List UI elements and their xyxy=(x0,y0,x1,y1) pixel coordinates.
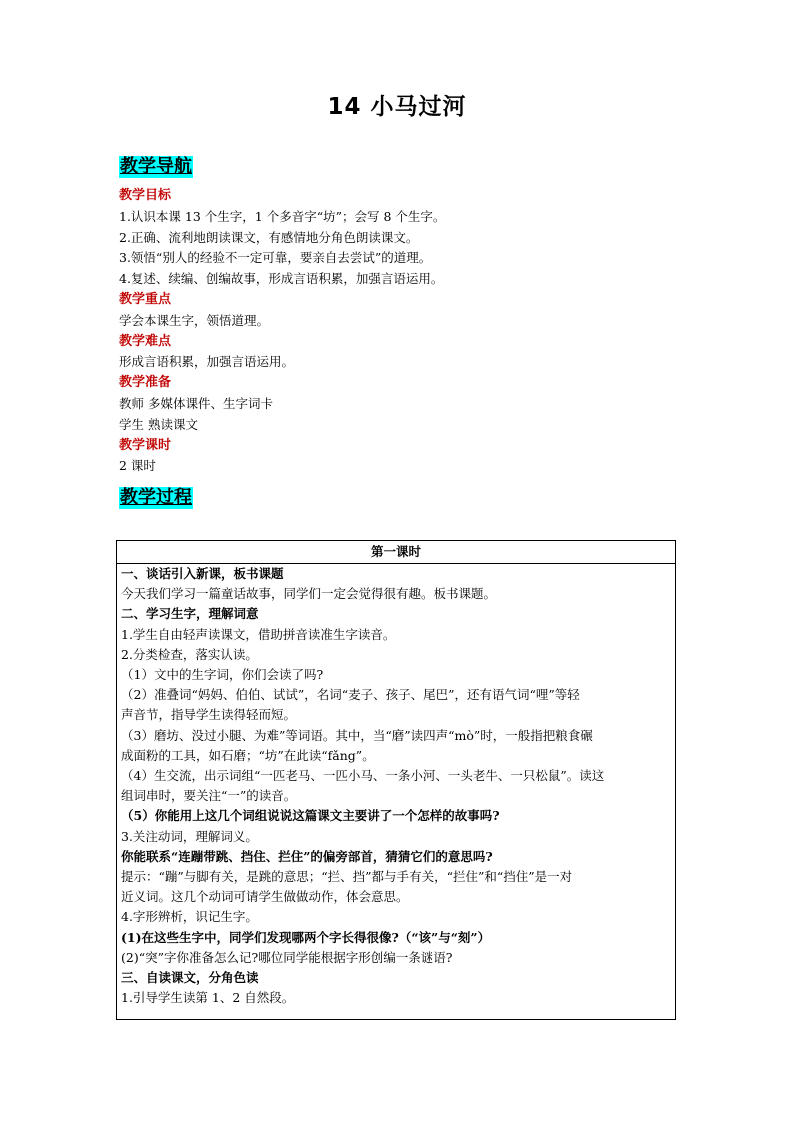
teaching-navigation-banner: 教学导航 xyxy=(120,156,192,177)
table-row-text: 4.字形辨析，识记生字。 xyxy=(121,909,258,925)
table-row-text: 1.引导学生读第 1、2 自然段。 xyxy=(121,990,295,1006)
table-section-heading: 二、学习生字，理解词意 xyxy=(121,606,259,622)
table-row-text: 成面粉的工具，如石磨；“坊”在此读“fǎng”。 xyxy=(121,747,375,763)
teaching-navigation-section xyxy=(119,186,679,477)
section-line: 学会本课生字，领悟道理。 xyxy=(119,312,270,328)
table-row-text: （1）文中的生字词，你们会读了吗? xyxy=(121,667,324,683)
table-row-text: (1)在这些生字中，同学们发现哪两个字长得很像?（“该”与“刻”） xyxy=(121,929,491,945)
table-row-text: 3.关注动词，理解词义。 xyxy=(121,828,258,844)
lesson-plan-table xyxy=(116,540,676,1020)
table-row-text: （2）准叠词“妈妈、伯伯、试试”，名词“麦子、孩子、尾巴”，还有语气词“哩”等轻 xyxy=(121,687,580,703)
table-row-text: 你能联系“连蹦带跳、挡住、拦住”的偏旁部首，猜猜它们的意思吗? xyxy=(121,848,493,864)
section-line: 2.正确、流利地朗读课文，有感情地分角色朗读课文。 xyxy=(119,229,419,245)
section-line: 4.复述、续编、创编故事，形成言语积累，加强言语运用。 xyxy=(119,271,444,287)
table-section-heading: 一、谈话引入新课，板书课题 xyxy=(121,566,284,581)
lesson-period-title: 第一课时 xyxy=(370,544,421,559)
section-heading: 教学目标 xyxy=(119,188,172,203)
table-row-text: 组词串时，要关注“一”的读音。 xyxy=(121,788,297,804)
table-row-text: 近义词。这几个动词可请学生做做动作，体会意思。 xyxy=(121,889,409,905)
section-line: 1.认识本课 13 个生字，1 个多音字“坊”；会写 8 个生字。 xyxy=(119,208,446,224)
table-row-text: 2.分类检查，落实认读。 xyxy=(121,646,258,662)
table-row-text: （4）生交流，出示词组“一匹老马、一匹小马、一条小河、一头老牛、一只松鼠”。读这 xyxy=(121,768,605,784)
table-row-text: 提示：“蹦”与脚有关，是跳的意思；“拦、挡”都与手有关，“拦住”和“挡住”是一对 xyxy=(121,869,573,885)
section-heading: 教学难点 xyxy=(119,333,172,349)
section-heading: 教学重点 xyxy=(119,291,172,307)
table-row-text: 1.学生自由轻声读课文，借助拼音读准生字读音。 xyxy=(121,626,396,642)
table-row-text: （3）磨坊、没过小腿、为难”等词语。其中，当“磨”读四声“mò”时，一般指把粮食碾 xyxy=(121,727,593,743)
table-row-text: 声音节，指导学生读得轻而短。 xyxy=(121,707,297,723)
table-row-text: 今天我们学习一篇童话故事，同学们一定会觉得很有趣。板书课题。 xyxy=(121,586,497,602)
section-heading: 教学准备 xyxy=(119,375,172,391)
section-line: 2 课时 xyxy=(119,458,156,474)
section-line: 3.领悟“别人的经验不一定可靠，要亲自去尝试”的道理。 xyxy=(119,250,432,266)
section-line: 形成言语积累，加强言语运用。 xyxy=(119,354,295,370)
table-row-text: （5）你能用上这几个词组说说这篇课文主要讲了一个怎样的故事吗? xyxy=(121,808,500,824)
table-row-text: (2)“突”字你准备怎么记?哪位同学能根据字形创编一条谜语? xyxy=(121,949,453,965)
section-line: 学生 熟读课文 xyxy=(119,416,198,432)
page-title: 14 小马过河 xyxy=(327,94,467,120)
section-line: 教师 多媒体课件、生字词卡 xyxy=(119,395,273,411)
table-section-heading: 三、自读课文，分角色读 xyxy=(121,970,259,986)
teaching-process-banner: 教学过程 xyxy=(120,487,192,508)
section-heading: 教学课时 xyxy=(119,437,172,453)
lesson-plan-body xyxy=(121,564,671,1008)
